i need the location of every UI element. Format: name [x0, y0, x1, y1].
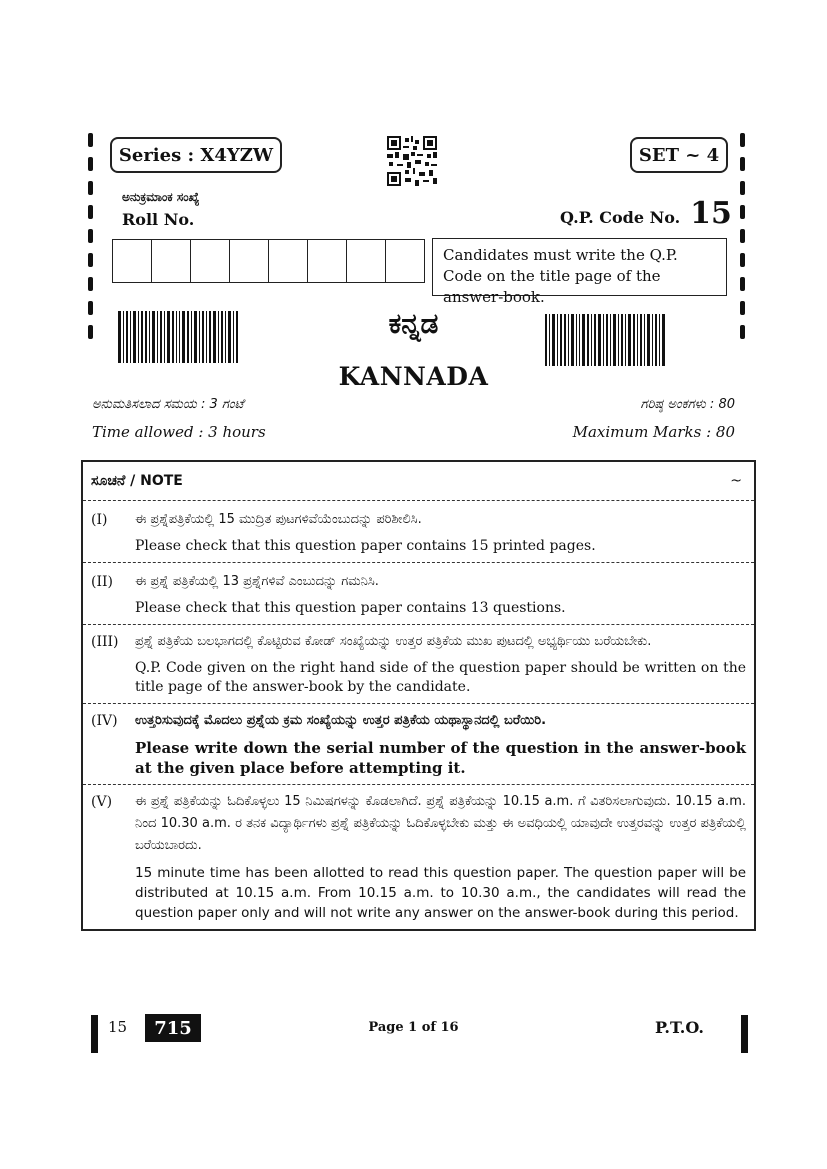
roll-number-label-kannada: ಅನುಕ್ರಮಾಂಕ ಸಂಖ್ಯೆ — [122, 190, 200, 204]
instruction-text-kannada: ಈ ಪ್ರಶ್ನೆ ಪತ್ರಿಕೆಯನ್ನು ಓದಿಕೊಳ್ಳಲು 15 ನಿಮಿಷಗಳನ್ನು ಕೊಡಲಾಗಿದೆ. ಪ್ರಶ್ನೆ ಪತ್ರಿಕೆಯನ್ನು 10.15 a.m. ಗೆ ವಿತರಿಸಲಾಗುವುದು. 10.15 a.m. ನಿಂದ 10.30 a.m. ರ ತನಕ ವಿದ್ಯಾರ್ಥಿಗಳು ಪ್ರಶ್ನೆ ಪತ್ರಿಕೆಯನ್ನು ಓದಿಕೊಳ್ಳಬೇಕು ಮತ್ತು ಈ ಅವಧಿಯಲ್ಲಿ ಯಾವುದೇ ಉತ್ತರವನ್ನು ಉತ್ತರ ಪತ್ರಿಕೆಯಲ್ಲಿ ಬರೆಯಬಾರದು. — [135, 794, 746, 853]
qp-code-value: 15 — [690, 196, 732, 231]
roll-number-cell[interactable] — [191, 240, 230, 282]
instruction-item — [83, 563, 754, 625]
time-allowed: Time allowed : 3 hours — [92, 423, 266, 441]
footer-code: 715 — [145, 1014, 201, 1042]
instruction-item — [83, 501, 754, 563]
instruction-text-english: Please write down the serial number of the question in the answer-book at the given place before attempting it. — [135, 739, 746, 777]
instruction-item — [83, 704, 754, 785]
roll-number-cell[interactable] — [308, 240, 347, 282]
instruction-text-english: Please check that this question paper contains 13 questions. — [135, 600, 566, 616]
instruction-text-kannada: ಈ ಪ್ರಶ್ನೆಪತ್ರಿಕೆಯಲ್ಲಿ 15 ಮುದ್ರಿತ ಪುಟಗಳಿವೆಯೆಂಬುದನ್ನು ಪರಿಶೀಲಿಸಿ. — [135, 512, 422, 527]
instruction-text-kannada: ಪ್ರಶ್ನೆ ಪತ್ರಿಕೆಯ ಬಲಭಾಗದಲ್ಲಿ ಕೊಟ್ಟಿರುವ ಕೋಡ್ ಸಂಖ್ಯೆಯನ್ನು ಉತ್ತರ ಪತ್ರಿಕೆಯ ಮುಖ ಪುಟದಲ್ಲಿ ಅಭ್ಯರ್ಥಿಯು ಬರೆಯಬೇಕು. — [135, 634, 652, 649]
instruction-item — [83, 785, 754, 929]
instruction-number: (V) — [91, 794, 113, 810]
roll-number-cell[interactable] — [230, 240, 269, 282]
max-marks-kannada: ಗರಿಷ್ಠ ಅಂಕಗಳು : 80 — [640, 397, 735, 412]
instruction-number: (IV) — [91, 713, 118, 729]
instructions-heading-row — [83, 462, 754, 501]
title-english: KANNADA — [338, 362, 489, 391]
roll-number-label: Roll No. — [122, 210, 195, 229]
roll-number-grid[interactable] — [112, 239, 425, 283]
instruction-text-kannada: ಈ ಪ್ರಶ್ನೆ ಪತ್ರಿಕೆಯಲ್ಲಿ 13 ಪ್ರಶ್ನೆಗಳಿವೆ ಎಂಬುದನ್ನು ಗಮನಿಸಿ. — [135, 574, 379, 589]
roll-number-cell[interactable] — [269, 240, 308, 282]
roll-number-cell[interactable] — [386, 240, 424, 282]
title-kannada: ಕನ್ನಡ — [388, 307, 439, 340]
instruction-text-english: 15 minute time has been allotted to read this question paper. The question paper will be distributed at 10.15 a.m. From 10.15 a.m. to 10.30 a.m., the candidates will read the question paper only and will not write any answer on the answer-book during this period. — [135, 865, 746, 921]
set-label: SET ~ 4 — [630, 137, 728, 173]
instruction-number: (II) — [91, 574, 113, 590]
instructions-heading: ಸೂಚನೆ / NOTE — [91, 473, 183, 489]
qr-code-icon — [387, 136, 437, 186]
qp-code-label: Q.P. Code No. — [560, 208, 681, 227]
candidate-notice: Candidates must write the Q.P. Code on the title page of the answer-book. — [432, 238, 727, 296]
roll-number-cell[interactable] — [347, 240, 386, 282]
footer-qp-number: 15 — [108, 1018, 128, 1036]
instruction-item — [83, 625, 754, 704]
page-indicator: Page 1 of 16 — [368, 1020, 459, 1035]
instruction-text-english: Q.P. Code given on the right hand side of the question paper should be written on the title page of the answer-book by the candidate. — [135, 660, 746, 695]
pto-label: P.T.O. — [655, 1018, 704, 1037]
qp-code — [560, 196, 732, 231]
series-label: Series : X4YZW — [110, 137, 282, 173]
roll-number-cell[interactable] — [113, 240, 152, 282]
time-allowed-kannada: ಅನುಮತಿಸಲಾದ ಸಮಯ : 3 ಗಂಟೆ — [92, 397, 244, 412]
max-marks: Maximum Marks : 80 — [572, 423, 735, 441]
instruction-text-kannada: ಉತ್ತರಿಸುವುದಕ್ಕೆ ಮೊದಲು ಪ್ರಶ್ನೆಯ ಕ್ರಮ ಸಂಖ್ಯೆಯನ್ನು ಉತ್ತರ ಪತ್ರಿಕೆಯ ಯಥಾಸ್ಥಾನದಲ್ಲಿ ಬರೆಯಿರಿ. — [135, 713, 547, 728]
roll-number-cell[interactable] — [152, 240, 191, 282]
footer-right-bar — [741, 1015, 748, 1053]
corner-mark: ~ — [730, 473, 742, 489]
instruction-text-english: Please check that this question paper contains 15 printed pages. — [135, 538, 596, 554]
instructions-table — [81, 460, 756, 931]
instruction-number: (I) — [91, 512, 108, 528]
instruction-number: (III) — [91, 634, 119, 650]
